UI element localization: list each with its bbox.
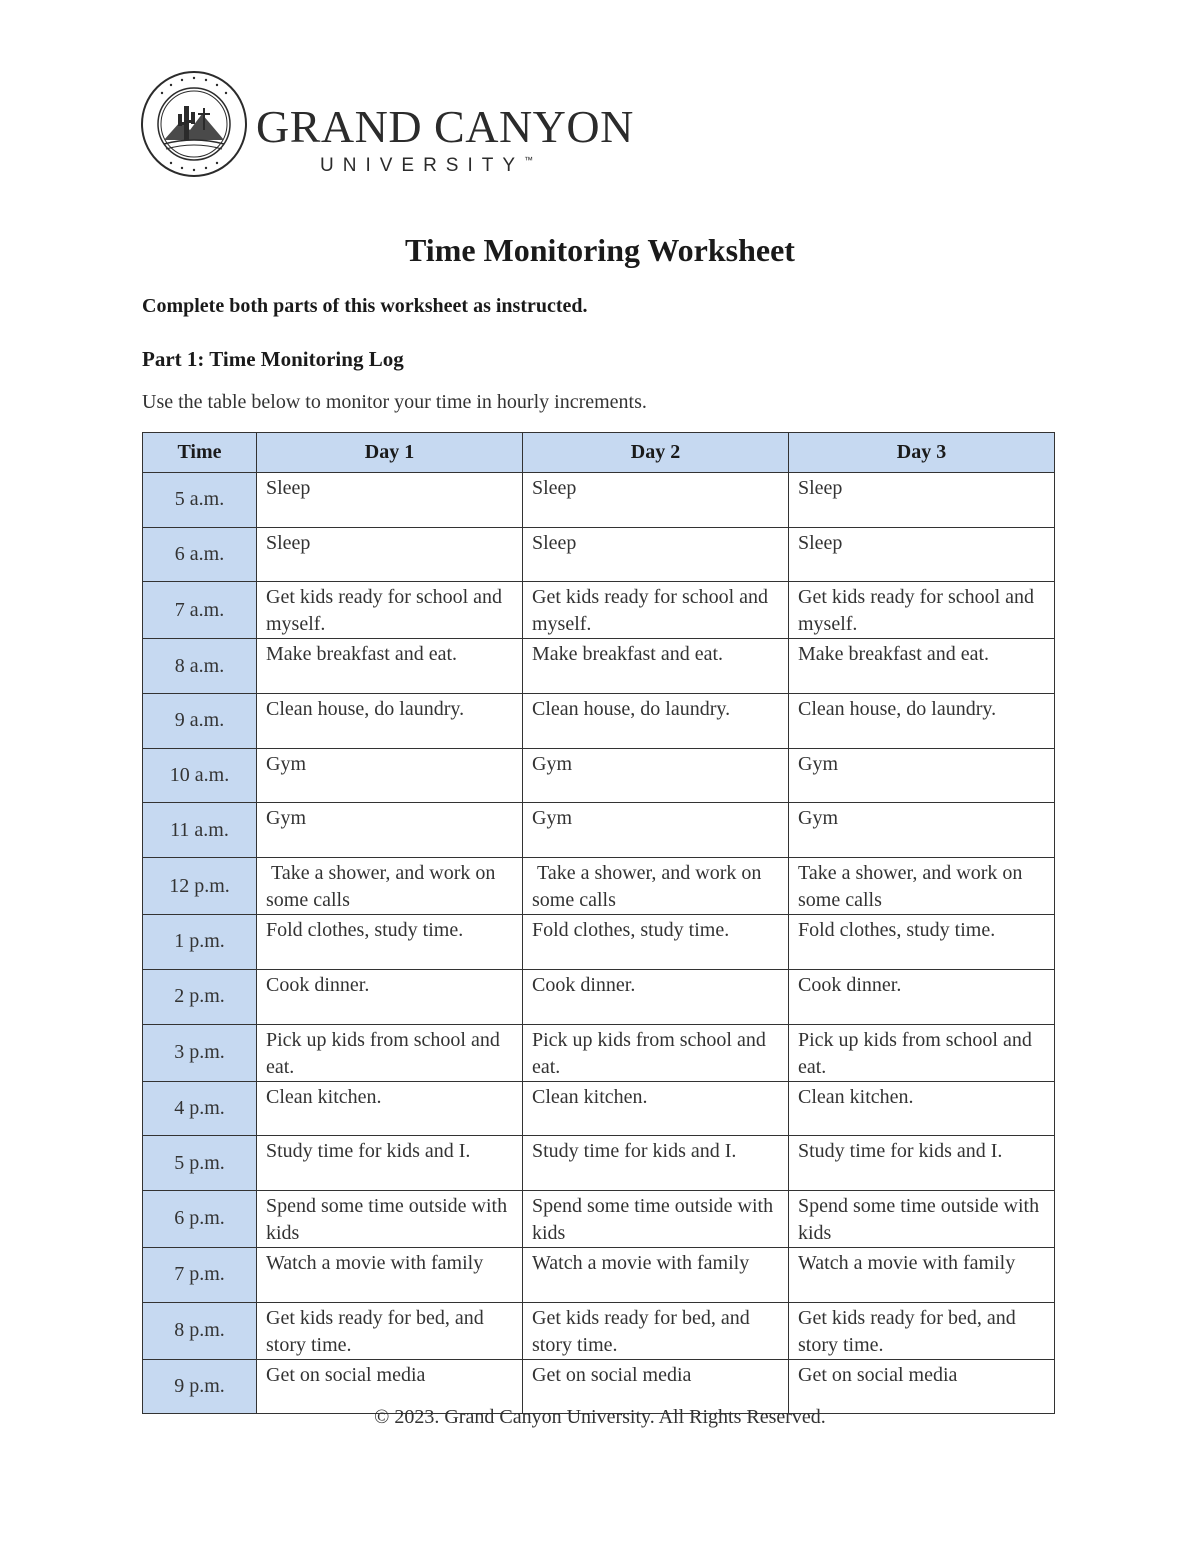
day-1-cell: Get kids ready for bed, and story time. [257, 1302, 523, 1359]
table-row [143, 1247, 1055, 1302]
day-2-cell: Get kids ready for bed, and story time. [523, 1302, 789, 1359]
day-1-cell: Sleep [257, 473, 523, 528]
day-3-cell: Cook dinner. [789, 969, 1055, 1024]
table-row [143, 1190, 1055, 1247]
day-1-cell: Get kids ready for school and myself. [257, 582, 523, 639]
day-1-cell: Watch a movie with family [257, 1247, 523, 1302]
time-cell: 4 p.m. [143, 1081, 257, 1136]
time-cell: 2 p.m. [143, 969, 257, 1024]
day-2-cell: Sleep [523, 473, 789, 528]
day-2-cell: Take a shower, and work on some calls [523, 858, 789, 915]
day-2-cell: Get kids ready for school and myself. [523, 582, 789, 639]
logo-subtitle [320, 156, 533, 175]
day-3-cell: Make breakfast and eat. [789, 639, 1055, 694]
day-3-cell: Spend some time outside with kids [789, 1190, 1055, 1247]
day-2-cell: Clean house, do laundry. [523, 694, 789, 749]
day-2-cell: Make breakfast and eat. [523, 639, 789, 694]
day-3-cell: Watch a movie with family [789, 1247, 1055, 1302]
day-3-cell: Fold clothes, study time. [789, 915, 1055, 970]
time-cell: 1 p.m. [143, 915, 257, 970]
day-1-cell: Cook dinner. [257, 969, 523, 1024]
time-cell: 7 a.m. [143, 582, 257, 639]
table-row [143, 473, 1055, 528]
day-3-cell: Take a shower, and work on some calls [789, 858, 1055, 915]
time-cell: 12 p.m. [143, 858, 257, 915]
time-cell: 10 a.m. [143, 748, 257, 803]
time-monitoring-table [142, 432, 1055, 1414]
day-3-cell: Get kids ready for bed, and story time. [789, 1302, 1055, 1359]
time-cell: 3 p.m. [143, 1024, 257, 1081]
day-2-cell: Gym [523, 748, 789, 803]
time-cell: 6 p.m. [143, 1190, 257, 1247]
trademark-symbol: ™ [524, 155, 534, 165]
day-1-cell: Fold clothes, study time. [257, 915, 523, 970]
day-2-cell: Get on social media [523, 1359, 789, 1414]
header-day-2: Day 2 [523, 433, 789, 473]
day-3-cell: Sleep [789, 527, 1055, 582]
table-header-row [143, 433, 1055, 473]
logo-wordmark: GRAND CANYON [256, 101, 634, 152]
day-1-cell: Pick up kids from school and eat. [257, 1024, 523, 1081]
table-row [143, 694, 1055, 749]
day-2-cell: Sleep [523, 527, 789, 582]
part-description: Use the table below to monitor your time in hourly increments. [142, 391, 647, 413]
table-row [143, 858, 1055, 915]
university-seal-icon [140, 70, 248, 178]
day-2-cell: Fold clothes, study time. [523, 915, 789, 970]
day-2-cell: Watch a movie with family [523, 1247, 789, 1302]
day-3-cell: Pick up kids from school and eat. [789, 1024, 1055, 1081]
table-row [143, 1136, 1055, 1191]
table-row [143, 969, 1055, 1024]
day-1-cell: Clean kitchen. [257, 1081, 523, 1136]
day-1-cell: Gym [257, 803, 523, 858]
header-time: Time [143, 433, 257, 473]
table-row [143, 915, 1055, 970]
worksheet-instruction: Complete both parts of this worksheet as instructed. [142, 295, 588, 317]
day-3-cell: Gym [789, 748, 1055, 803]
day-2-cell: Pick up kids from school and eat. [523, 1024, 789, 1081]
day-1-cell: Gym [257, 748, 523, 803]
day-3-cell: Clean house, do laundry. [789, 694, 1055, 749]
day-3-cell: Get on social media [789, 1359, 1055, 1414]
time-cell: 8 a.m. [143, 639, 257, 694]
day-1-cell: Clean house, do laundry. [257, 694, 523, 749]
day-1-cell: Sleep [257, 527, 523, 582]
day-3-cell: Sleep [789, 473, 1055, 528]
day-1-cell: Study time for kids and I. [257, 1136, 523, 1191]
day-2-cell: Study time for kids and I. [523, 1136, 789, 1191]
time-cell: 11 a.m. [143, 803, 257, 858]
day-1-cell: Take a shower, and work on some calls [257, 858, 523, 915]
day-3-cell: Clean kitchen. [789, 1081, 1055, 1136]
logo-subtitle-text: UNIVERSITY [320, 155, 525, 176]
time-cell: 6 a.m. [143, 527, 257, 582]
page-title: Time Monitoring Worksheet [405, 232, 795, 268]
time-cell: 5 a.m. [143, 473, 257, 528]
time-cell: 7 p.m. [143, 1247, 257, 1302]
table-row [143, 1024, 1055, 1081]
time-cell: 8 p.m. [143, 1302, 257, 1359]
header-day-1: Day 1 [257, 433, 523, 473]
time-cell: 9 p.m. [143, 1359, 257, 1414]
table-row [143, 582, 1055, 639]
day-1-cell: Get on social media [257, 1359, 523, 1414]
table-row [143, 639, 1055, 694]
day-3-cell: Get kids ready for school and myself. [789, 582, 1055, 639]
day-2-cell: Cook dinner. [523, 969, 789, 1024]
day-2-cell: Spend some time outside with kids [523, 1190, 789, 1247]
day-1-cell: Make breakfast and eat. [257, 639, 523, 694]
header-day-3: Day 3 [789, 433, 1055, 473]
day-2-cell: Gym [523, 803, 789, 858]
table-row [143, 1081, 1055, 1136]
table-row [143, 803, 1055, 858]
table-row [143, 527, 1055, 582]
time-cell: 5 p.m. [143, 1136, 257, 1191]
day-3-cell: Gym [789, 803, 1055, 858]
day-1-cell: Spend some time outside with kids [257, 1190, 523, 1247]
university-logo [140, 70, 634, 180]
table-row [143, 1302, 1055, 1359]
day-2-cell: Clean kitchen. [523, 1081, 789, 1136]
table-row [143, 748, 1055, 803]
time-cell: 9 a.m. [143, 694, 257, 749]
day-3-cell: Study time for kids and I. [789, 1136, 1055, 1191]
copyright-footer: © 2023. Grand Canyon University. All Rights Reserved. [374, 1406, 826, 1428]
part-heading: Part 1: Time Monitoring Log [142, 347, 404, 371]
